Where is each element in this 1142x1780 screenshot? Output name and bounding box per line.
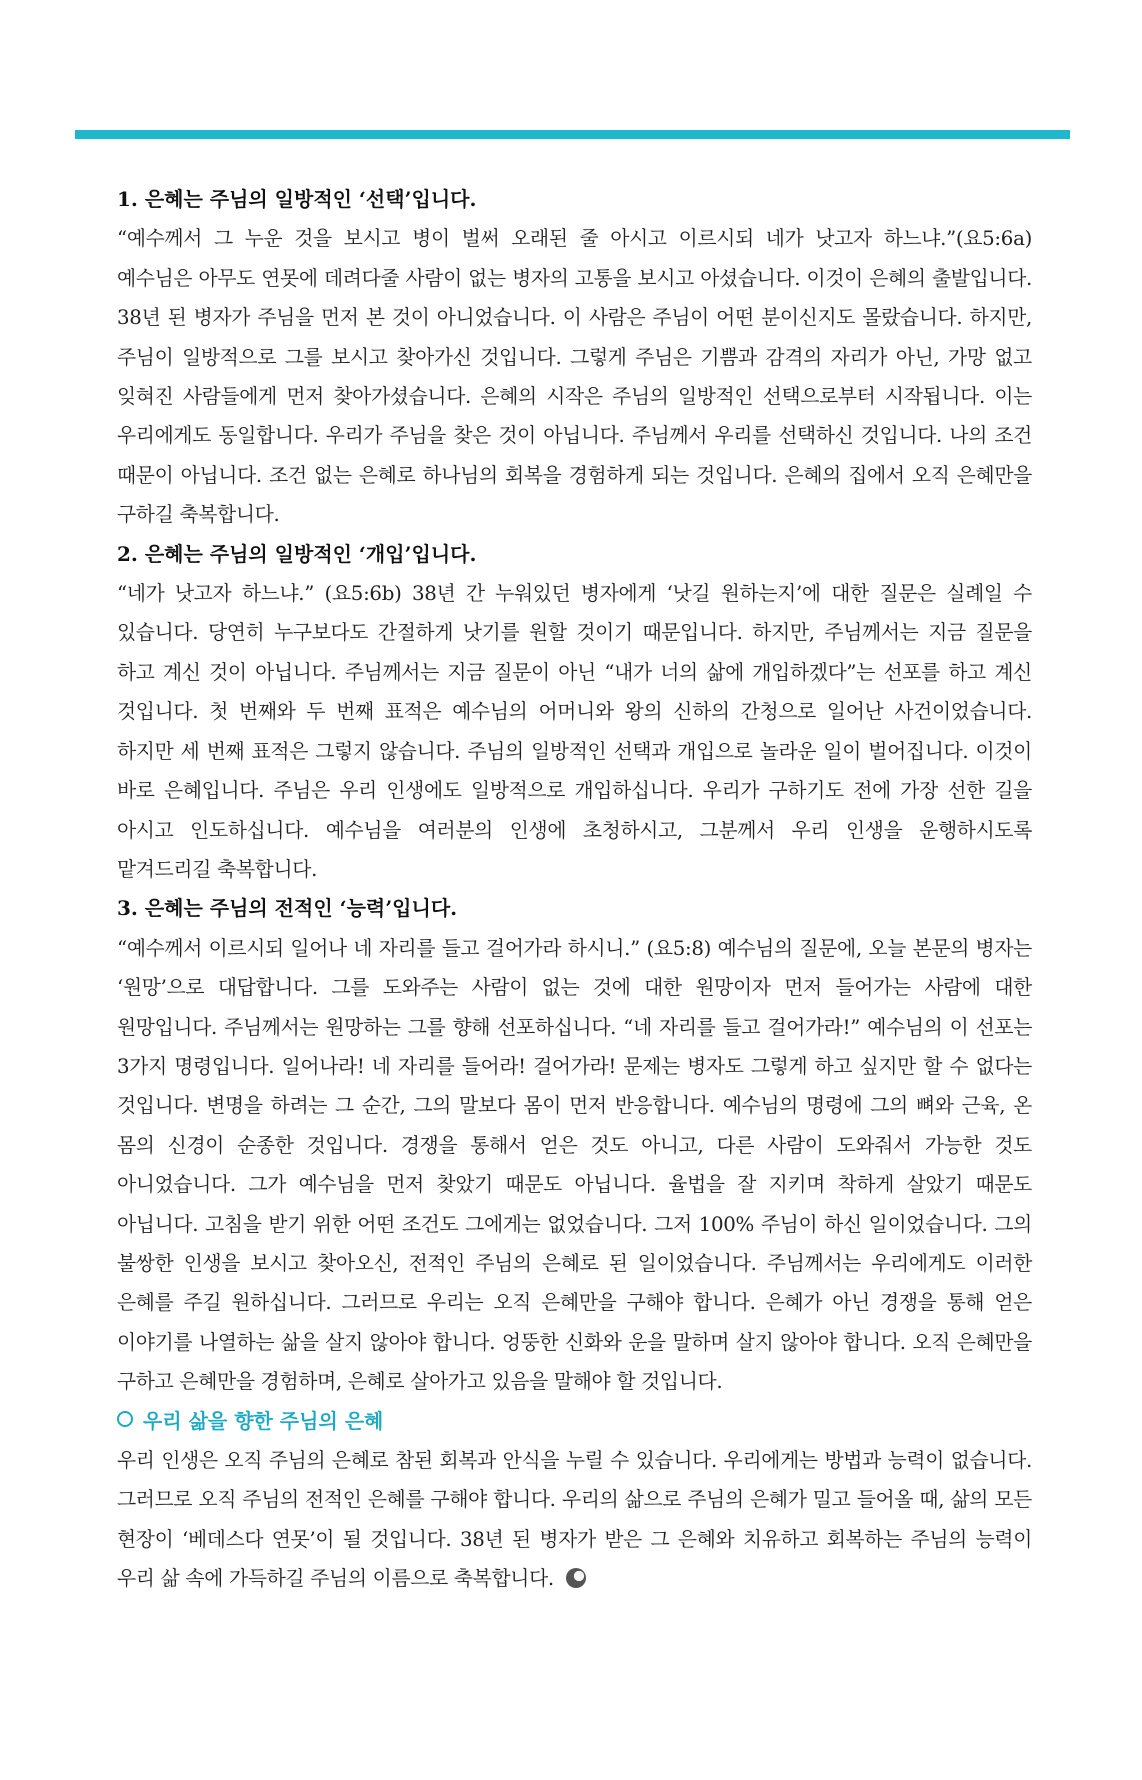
section-3-body: “예수께서 이르시되 일어나 네 자리를 들고 걸어가라 하시니.” (요5:8) 예수님의 질문에, 오늘 본문의 병자는 ‘원망’으로 대답합니다. 그를 도와주는 사람이 없는 것에 대한 원망이자 먼저 들어가는 사람에 대한 원망입니다. 주님께서는 원망하는 그를 향해 선포하십니다. “네 자리를 들고 걸어가라!” 예수님의 이 선포는 3가지 명령입니다. 일어나라! 네 자리를 들어라! 걸어가라! 문제는 병자도 그렇게 하고 싶지만 할 수 없다는 것입니다. 변명을 하려는 그 순간, 그의 말보다 몸이 먼저 반응합니다. 예수님의 명령에 그의 뼈와 근육, 온 몸의 신경이 순종한 것입니다. 경쟁을 통해서 얻은 것도 아니고, 다른 사람이 도와줘서 가능한 것도 아니었습니다. 그가 예수님을 먼저 찾았기 때문도 아닙니다. 율법을 잘 지키며 착하게 살았기 때문도 아닙니다. 고침을 받기 위한 어떤 조건도 그에게는 없었습니다. 그저 100% 주님이 하신 일이었습니다. 그의 불쌍한 인생을 보시고 찾아오신, 전적인 주님의 은혜로 된 일이었습니다. 주님께서는 우리에게도 이러한 은혜를 주길 원하십니다. 그러므로 우리는 오직 은혜만을 구해야 합니다. 은혜가 아닌 경쟁을 통해 얻은 이야기를 나열하는 삶을 살지 않아야 합니다. 엉뚱한 신화와 운을 말하며 살지 않아야 합니다. 오직 은혜만을 구하고 은혜만을 경험하며, 은혜로 살아가고 있음을 말해야 할 것입니다.	[117, 936, 1032, 1394]
article-body	[117, 180, 1032, 1599]
section-3-heading: 3. 은혜는 주님의 전적인 ‘능력’입니다.	[117, 896, 458, 921]
section-1-body: “예수께서 그 누운 것을 보시고 병이 벌써 오래된 줄 아시고 이르시되 네가 낫고자 하느냐.”(요5:6a) 예수님은 아무도 연못에 데려다줄 사람이 없는 병자의 고통을 보시고 아셨습니다. 이것이 은혜의 출발입니다. 38년 된 병자가 주님을 먼저 본 것이 아니었습니다. 이 사람은 주님이 어떤 분이신지도 몰랐습니다. 하지만, 주님이 일방적으로 그를 보시고 찾아가신 것입니다. 그렇게 주님은 기쁨과 감격의 자리가 아닌, 가망 없고 잊혀진 사람들에게 먼저 찾아가셨습니다. 은혜의 시작은 주님의 일방적인 선택으로부터 시작됩니다. 이는 우리에게도 동일합니다. 우리가 주님을 찾은 것이 아닙니다. 주님께서 우리를 선택하신 것입니다. 나의 조건 때문이 아닙니다. 조건 없는 은혜로 하나님의 회복을 경험하게 되는 것입니다. 은혜의 집에서 오직 은혜만을 구하길 축복합니다.	[117, 227, 1032, 527]
section-2-body: “네가 낫고자 하느냐.” (요5:6b) 38년 간 누워있던 병자에게 ‘낫길 원하는지’에 대한 질문은 실례일 수 있습니다. 당연히 누구보다도 간절하게 낫기를 원할 것이기 때문입니다. 하지만, 주님께서는 지금 질문을 하고 계신 것이 아닙니다. 주님께서는 지금 질문이 아닌 “내가 너의 삶에 개입하겠다”는 선포를 하고 계신 것입니다. 첫 번째와 두 번째 표적은 예수님의 어머니와 왕의 신하의 간청으로 일어난 사건이었습니다. 하지만 세 번째 표적은 그렇지 않습니다. 주님의 일방적인 선택과 개입으로 놀라운 일이 벌어집니다. 이것이 바로 은혜입니다. 주님은 우리 인생에도 일방적으로 개입하십니다. 우리가 구하기도 전에 가장 선한 길을 아시고 인도하십니다. 예수님을 여러분의 인생에 초청하시고, 그분께서 우리 인생을 운행하시도록 맡겨드리길 축복합니다.	[117, 582, 1032, 881]
closing-heading	[117, 1402, 1032, 1441]
top-accent-rule	[75, 130, 1070, 139]
section-2-heading: 2. 은혜는 주님의 일방적인 ‘개입’입니다.	[117, 541, 477, 566]
closing-heading-text: 우리 삶을 향한 주님의 은혜	[143, 1408, 384, 1433]
circle-bullet-icon	[117, 1411, 133, 1427]
closing-body-text: 우리 인생은 오직 주님의 은혜로 참된 회복과 안식을 누릴 수 있습니다. 우리에게는 방법과 능력이 없습니다. 그러므로 오직 주님의 전적인 은혜를 구해야 합니다. 우리의 삶으로 주님의 은혜가 밀고 들어올 때, 삶의 모든 현장이 ‘베데스다 연못’이 될 것입니다. 38년 된 병자가 받은 그 은혜와 치유하고 회복하는 주님의 능력이 우리 삶 속에 가득하길 주님의 이름으로 축복합니다.	[117, 1449, 1032, 1591]
closing-body	[117, 1441, 1032, 1599]
end-mark-icon	[566, 1568, 586, 1588]
section-1-heading: 1. 은혜는 주님의 일방적인 ‘선택’입니다.	[117, 187, 477, 211]
